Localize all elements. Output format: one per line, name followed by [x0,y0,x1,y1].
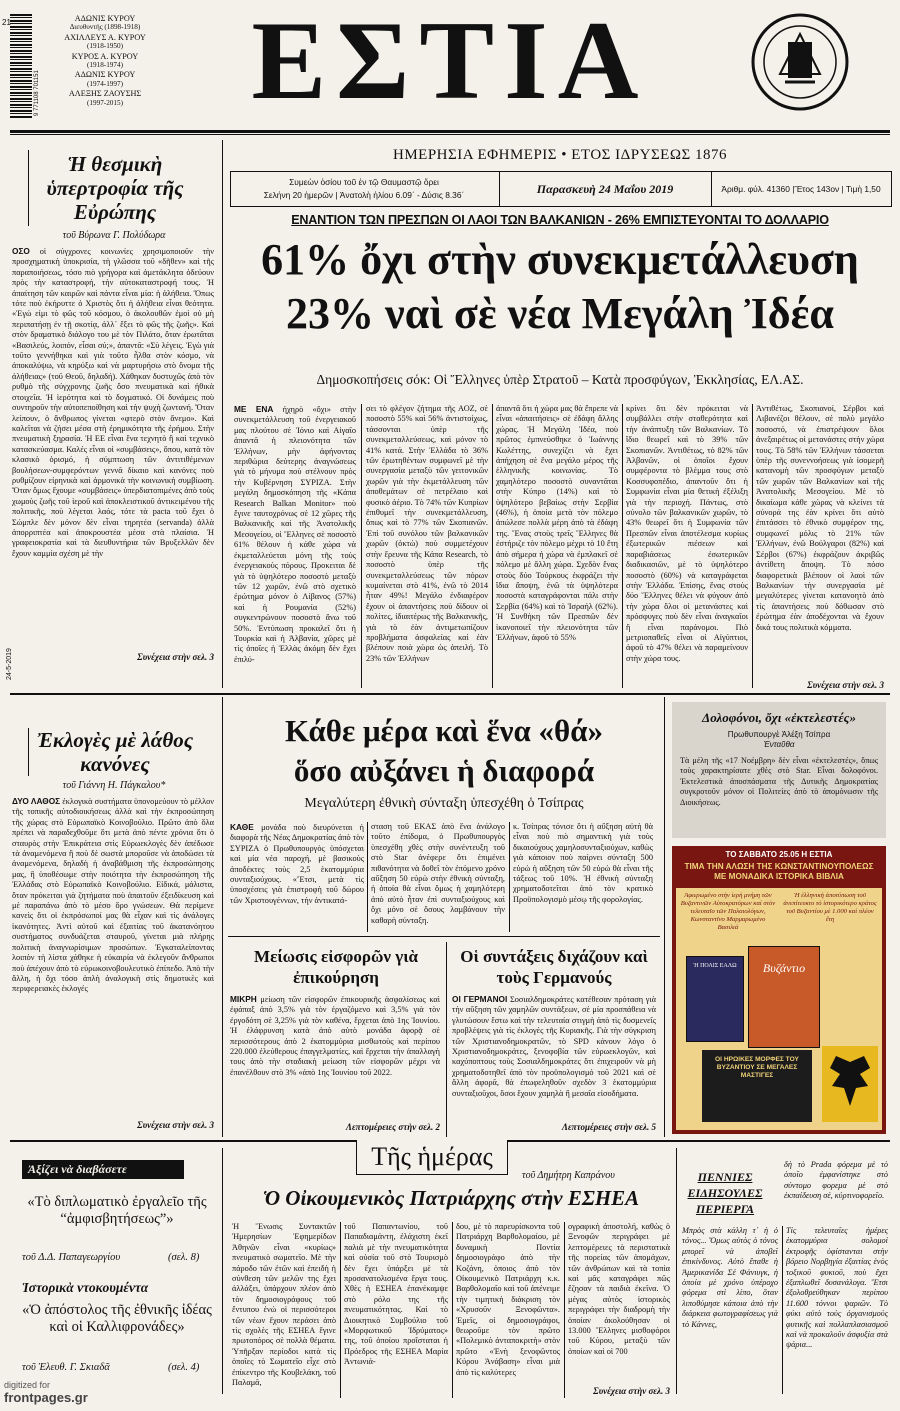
gossip-item-2: Τὶς τελευταῖες ἡμέρες ἑκατομμύρια σολομοὶ ἐκτροφῆς ὑφίστανται στὴν βόρειο Νορβηγία ἐξαιτίας ἑνὸς τοξικοῦ φυκιοῦ, ποὺ ἔχει ἐξαπλωθεῖ δυσανάλογα. Ἔτσι ἐξολοθρεύθηκαν περίπου 11.600 τόννοι ψαριῶν. Τὸ φύκι αὐτὸ τοὺς ὀργανισμοὺς φυτικῆς καὶ πολλαπλασιασμοῦ καὶ νὰ προκαλοῦν ἀσφυξία στὰ ψάρια... [786,1226,888,1350]
column-continue: Συνέχεια στὴν σελ. 3 [593,1386,670,1396]
double-headed-eagle-icon [822,1046,878,1122]
second-headline-1: Κάθε μέρα καὶ ἕνα «θά» [284,713,604,748]
recommend-item1-title: «Τὸ διπλωματικὸ ἐργαλεῖο τῆς “ἀμφισβητήσεως”» [27,1194,207,1227]
left1-continue: Συνέχεια στὴν σελ. 3 [137,652,214,662]
book-cover-2 [748,946,820,1048]
second-col-3: κ. Τσίπρας τόνισε ὅτι ἡ αὔξηση αὐτὴ θὰ εἶναι ποὺ πιὸ σημαντικὴ γιὰ τοὺς δικαιούχους χαμηλοσυνταξιούχων, καθὼς γιὰ κάποιον ποὺ παίρνει σύνταξη 500 εὐρὼ ἡ αὔξηση τῶν 50 εὐρὼ θὰ εἶναι τῆς τάξεως τοῦ 10%. Ἡ ἐθνικὴ σύνταξη χρηματοδοτεῖται ἀπὸ τὸν κρατικὸ Προϋπολογισμὸ μέσῳ τῆς φορολογίας. [513,822,653,904]
issue-code: 21 [2,18,11,27]
side-date: 24-5-2019 [6,648,13,680]
column-kicker: Τῆς ἡμέρας [356,1140,508,1175]
art4-text: Σοσιαλδημοκράτες κατέθεσαν πρόταση γιὰ τὴν αὔξηση τῶν χαμηλῶν συντάξεων, σὲ μία προσπάθεια νὰ γλυτώσουν ἔστω καὶ τὴν τελευταία στιγμὴ ἀπὸ τὶς δυσμενεῖς προβλέψεις γιὰ τὶς ἐκλογὲς τῆς Κυριακῆς. Γιὰ τὴν σύγκριση τῶν Χριστιανοδημοκρατῶν, τὸ SPD κάνουν λόγο ὁ Χριστιανοδημοκράτες, ξενοφοβία τῶν εὐρωεκλογῶν, καὶ καχύποπτους τοὺς Σοσιαλδημοκράτες ὅτι ἐπιχειροῦν νὰ μὴ χρηματοδοτηθεῖ ἀπὸ τὸν προϋπολογισμό τοῦ 2021 καὶ σὲ ἄλλη ἀφορᾶ, θὰ ἐπωφεληθοῦν σχεδὸν 3 ἑκατομμύρια συνταξιοῦχοι, ὅσοι ἔχουν χαμηλὰ ἢ μεσαῖα εἰσοδήματα. [452,995,656,1098]
column-col-4: ογραφικὴ ἀποστολή, καθὼς ὁ Ξενοφῶν περιγράφει μὲ λεπτομέρειες τὰ περιστατικὰ τῆς πορείας τῶν ἀπομάχων, τῶν ἀνθρώπων καὶ τὰ τοπία καὶ μᾶς καταγράφει πῶς ἔζησαν τὰ παιδιὰ ἐκεῖνα. Ὁ μέγας αὐτὸς ἱστορικὸς περιγράφει τὴν διαδρομὴ τὴν ὁποίαν ἀκολούθησαν οἱ 13.000 Ἕλληνες μισθοφόροι τοῦ Κύρου, μεταξὺ τῶν ὁποίων καὶ οἱ 700 [568,1222,670,1356]
ad-left-text: Ἀφιερωμένο στὴν ἱερὴ μνήμη τῶν Βυζαντινῶν Αὐτοκρατόρων καὶ στὸν τελευταῖο τῶν Παλαιολόγων, Κωνσταντῖνο Μαρμαρωμένο Βασιλιά [680,892,776,931]
left2-continue: Συνέχεια στὴν σελ. 3 [137,1120,214,1130]
lead-continue: Συνέχεια στὴν σελ. 3 [807,680,884,690]
footer-site[interactable]: frontpages.gr [4,1390,88,1405]
founder-years: (1918-1950) [87,42,123,51]
gossip-header-2: ΕΙΔΗΣΟΥΛΕΣ [687,1186,763,1200]
almanac-box [230,171,892,207]
left2-byline: τοῦ Γιάννη Η. Πάγκαλου* [62,780,166,791]
book1-title: Ἡ ΠΟΛΙΣ ΕΑΛΩ [693,963,737,969]
masthead-title: ΕΣΤΙΑ [251,0,649,123]
art3-lead: ΜΙΚΡΗ [230,994,257,1004]
founder-name: ΑΛΕΞΗΣ ΖΑΟΥΣΗΣ [68,89,142,99]
art3-title: Μείωσις εἰσφορῶν γιὰ ἐπικούρηση [254,947,418,987]
left1-text: οἱ σύγχρονες κοινωνίες χρησιμοποιοῦν τὴν προσχηματικὴ ὑποκρισία, τὴ γλῶσσα τοῦ «δῆθεν» καὶ τῆς παραποιήσεως, τόσο πιὸ γρήγορα καὶ ἀμετάκλητα ὁδεύουν πρὸς τὴν καταστροφή, τὴν αὐτοκαταστροφή τους. Ἡ ἀπαίτηση τῶν καιρῶν καὶ πάντα εἶναι μία: ἡ ἀλήθεια. Ὅπως τότε ποὺ ἐκήρυττε ὁ Χριστὸς ὅτι ἡ ἀλήθεια εἶναι θεότητα. «Ἐγώ εἰμι τὸ φῶς τοῦ κόσμου, ὁ ἀκολουθῶν ἐμοὶ οὐ μὴ περιπατήσῃ ἐν τῇ σκοτίᾳ, ἀλλ᾽ ἕξει τὸ φῶς τῆς ζωῆς». Καὶ στὸν δραματικὸ διάλογο του μὲ τὸν Πιλάτο, ὅταν ἐρωτᾶται «Βασιλεύς, λοιπόν, εἶσαι σύ;», ἀπαντᾶ: «Σὺ λέγεις. Ἐγὼ γιὰ τοῦτο γεννήθηκα καὶ γιὰ τοῦτο ἦλθα στὸν κόσμο, νὰ ἀποκαλύψω, νὰ κηρύξω καὶ νὰ μαρτυρήσω στὸ ὄνομα τῆς ἀλήθειας» (τοῦ Θεοῦ, δηλαδή). Χάθηκαν δυστυχῶς ἀπὸ τὸν ρυθμὸ τῆς σύγχρονης ζωῆς ὅσο πνευματικὰ καὶ ἠθικὰ στοιχεῖα. Ἡ ἱερότητα καὶ τὸ δογματικό. Οἱ δυνάμεις ποὺ συντηροῦν τὴν αὐτοπεποίθηση καὶ τὴν ψυχὴ ζωντανή. Ὅταν λείπουν, ὁ ἄνθρωπος γίνεται «φτερὸ στὸν ἄνεμο». Καὶ καλεῖται νὰ ζήσει μέσα στὴ ἐρημικότητα τῆς ἐρήμου. Στὴν πνευματικὴ ξηρασία. Ἡ ΕΕ εἶναι ἕνα τεχνητὸ ἢ καὶ τεχνικὸ κατασκεύασμα. Καλές εἶναι οἱ «συμβάσεις», ὅπου, κατὰ τὸν κλασικὸ ὁρισμό, ἡ σύμπτωση τῶν ἀντιτιθέμενων βουλήσεων-συμφερόντων γεννᾶ δίκαιο καὶ κανόνες ποὺ ρυθμίζουν εἰρηνικὰ καὶ ἁρμονικὰ τὴν κοινωνικὴ συμβίωση. Ὅταν ὅμως ἔχουμε «συμβάσεις» ὑπερδιατοπιμένες ἀπὸ τοὺς χωμοὺς ζωῆς τοῦ ἱεροῦ καὶ ἀποκλειστικοῦ ἀντικειμένου τῆς πολιτικῆς, ποὺ λέγεται λαός, τότε τὰ pacta τοῦ ἔχει ὁ Σώμπλε δὲν μόνον δὲν εἶναι τηρητέα (servanda) ἀλλὰ ἀπορριπτέα καὶ ἀποκρουστέα μέσα στὰ πλαίσια. Ἡ γραφειοκρατία καὶ τὰ διευθυντήρια τῶν Βρυξελλῶν δὲν ἔχουν καμμία σχέση μὲ τὴν [12,247,214,558]
column-col-2: τοῦ Παπαντωνίου, τοῦ Παπαδιαμάντη, ἐλάχιστη ἐκεῖ παλιὰ μὲ τὴν πνευματικότητα καὶ οὐσία τοῦ στὸ Τουρισμὸ δὲν ἔχει ὑπάρξει μὲ τὰ προσανατολισμένα ἔργα τους. Χθὲς ἡ ΕΣΗΕΑ ἐπανέκαμψε στὸ ρόλο της τῆς πνευματικότητας. Καὶ τὸ Διοικητικὸ Συμβούλιο τοῦ «Μορφωτικοῦ Ἱδρύματος» της, τοῦ ὁποίου προΐσταται ἡ Πρόεδρος τῆς ΕΣΗΕΑ Μαρία Ἀντωνιά- [344,1222,448,1367]
second-col-2: σταση τοῦ ΕΚΑΣ ἀπὸ ἕνα ἀνάλογο τοῦτο ἐπίδομα, ὁ Πρωθυπουργὸς ὑπεσχέθη χθὲς στὴν συνέντευξη τοῦ στὸ Star ἀνέφερε ὅτι ἐπιμένει πιθανότητα νὰ δοθεῖ τὸν ἐπόμενο χρόνο αὔξηση 50 εὐρὼ στὴν ἐθνικὴ σύνταξη, ἡ ὁποία θὰ εἶναι ὅμως ἡ χαμηλότερη ἀπὸ αὐτὸ ἦταν ἐπὶ συνταξιούχους καὶ ὄχι μόνο σὲ ὅσους λαμβάνουν τὴν καθαρὴ σύνταξη. [371,822,505,925]
lead-col1-text: ἠχηρὸ «ὄχι» στὴν συνεκμετάλλευση τοῦ ἐνεργειακοῦ μας πλούτου σὲ Ἰόνιο καὶ Αἰγαῖο ἀπαντᾶ ἡ πλειονότητα τῶν Ἑλλήνων, μὴν ἀφήνοντας περιθώρια δεύτερης ἀναγνώσεως γιὰ τὸ μήνυμα ποὺ στέλνουν πρὸς τὴν Κυβέρνηση ΣΥΡΙΖΑ. Στὴν μεγάλη δημοσκόπηση τῆς «Kάπα Research Balkan Monitor» ποὺ ἔγινε ταυτοχρόνως σὲ 12 χῶρες τῆς Βαλκανικῆς καὶ τῆς Ἀνατολικῆς Μεσογείου, οἱ Ἕλληνες σὲ ποσοστὸ 61% θέλουν ἡ κάθε χώρα νὰ ἐκμεταλλεύεται μόνη τῆς τοὺς ἐνεργειακοὺς πόρους. Προκειται δὲ γιὰ τὸ ὑψηλότερο ποσοστὸ μεταξὺ τῶν 12 χωρῶν, ἐνῶ στὸ σχετικὸ ἐρώτημα μόνον ὁ Λίβανος (57%) καὶ ἡ Ρουμανία (52%) συγκεντρώνουν ποσοστὸ ἄνω τοῦ 50%. Ἐντύπωση προκαλεῖ ὅτι ἡ Τουρκία καὶ ἡ Ἀλβανία, χῶρες μὲ τὶς ὁποῖες ἡ Ἑλλὰς ἀκόμη δὲν ἔχει ἐπιλύ- [234,405,356,664]
masthead-subtitle: ΗΜΕΡΗΣΙΑ ΕΦΗΜΕΡΙΣ • ΕΤΟΣ ΙΔΡΥΣΕΩΣ 1876 [393,147,727,163]
recommend-item2-byline: τοῦ Ἐλευθ. Γ. Σκιαδᾶ [22,1362,110,1373]
art3-text: μείωση τῶν εἰσφορῶν ἐπικουρικῆς ἀσφαλίσεως καὶ ἐφάπαξ ἀπὸ 3,5% γιὰ τὸν ἐργαζόμενο καὶ 3,5% γιὰ τὸν ἐργοδότη σὲ 3,25% γιὰ τὸν καθένα, ἔρχεται ἀπὸ 1ης Ἰουνίου. Ἡ ἐλάφρυνση κατὰ ἀπὸ αὐτὸ μονάδα ἀφορᾷ σὲ περισσότερους ἀπὸ 2 ἑκατομμύρια μισθωτοὺς καὶ περίπου 220.000 ἐλεύθερους ἐπαγγελματίες, καὶ ἔρχεται τὴν ἀπαλλαγὴ τους ἀπὸ τὴν σταδιακὴ μείωση τῶν εἰσφορῶν μέχρι νὰ ἐπανέλθουν στὸ 3% «ἀπὸ 1ης Ἰουνίου τοῦ 2022. [230,995,440,1077]
lead-col-3: ἀπαντᾶ ὅτι ἡ χώρα μας θὰ ἔπρεπε νὰ εἶναι «ἀπαιτήσεις» σὲ ἐδάφη ἄλλης χώρας. Ἡ Μεγάλη Ἰδέα, ποὺ πρῶτος ἐμπνεύσθηκε ὁ Ἰωάννης Κωλέττης, συνεχίζει νὰ ἔχει ἀπήχηση σὲ ἕνα μεγάλο μέρος τῆς ἑλληνικῆς κοινωνίας. Τὸ χαμηλότερο ποσοστὸ συναντᾶται στὴν Κύπρο (14%) καὶ τὸ ὑψηλότερο βεβαίως στὴν Σερβία (46%), ἡ ὁποία μετὰ τὸν πόλεμο ἀπώλεσε πολλὰ μέρη ἀπὸ τὰ ἐδάφη της. Ἕνας στοὺς τρεῖς Ἕλληνες θὰ ἐστήριζε τὸν πόλεμο μέχρι τὸ 10 ἔτη ἀπὸ σήμερα ἡ χώρα νὰ ἐμπλακεῖ σὲ πόλεμο μὲ ἄλλη χώρα. Σχεδὸν ἕνας στοὺς δύο Τούρκους ἐκφράζει τὴν ἴδια ἄποψη, ἐνῶ τὰ ὑψηλότερα ποσοστὰ καταγράφονται πάλι στὴν Σερβία (64%) καὶ τὸ Ἰσραήλ (62%). Ἡ Συνθήκη τῶν Πρεσπῶν δὲν ἱκανοποιεῖ τὴν πλειονότητα τῶν Ἑλλήνων, ἀφοῦ τὸ 55% [496,404,618,642]
column-title: Ὁ Οἰκουμενικὸς Πατριάρχης στὴν ΕΣΗΕΑ [262,1186,640,1210]
almanac-line2: Σελήνη 20 ἡμερῶν | Ἀνατολὴ ἡλίου 6.09΄ - Δύσις 8.36΄ [263,190,465,200]
recommend-header: Ἀξίζει νὰ διαβάσετε [22,1160,184,1179]
art4-lead: ΟΙ ΓΕΡΜΑΝΟΙ [452,994,508,1004]
lead-col-5: Ἀντιθέτως, Σκοπιανοί, Σέρβοι καὶ Λιβανέζοι θέλουν, σὲ πολὺ μεγάλο ποσοστό, νὰ ἐπιστρέψουν ὅλοι ἀνεξαιρέτως οἱ μετανάστες στὴν χώρα τους. Τὸ 58% τῶν Ἑλλήνων τάσσεται ὑπὲρ τῆς συνεννοήσεως γιὰ ἰσομερῆ κατανομὴ τῶν προσφύγων μεταξὺ τῶν χωρῶν τῶν Βαλκανίων καὶ τῆς Ἀνατολικῆς Μεσογείου. Μὲ τὸ δικαίωμα κάθε χώρας νὰ κλείνει τὰ σύνορά της ἐὰν κρίνει ὅτι αὐτὸ ἐπιτάσσει τὸ ἐθνικὸ συμφέρον της, συμφωνεῖ μόλις τὸ 21% τῶν Ἑλλήνων, ἐνῶ Βούλγαροι (82%) καὶ Σέρβοι (67%) ἐκφράζουν ἀκριβῶς ἀντίθετη ἄποψη. Τὸ πόσο διαφορετικὰ βλέπουν οἱ λαοὶ τῶν Βαλκανίων τὴν συνεργασία μὲ μεγαλύτερες γίνεται κατανοητὸ ἀπὸ τὶς ἀπαντήσεις ποὺ δόθωσαν στὸ ἐρώτημα ἐὰν ἀποδέχονται νὰ ἔχουν δικά τους πολιτικὰ κόμματα. [756,404,884,632]
art4-title: Οἱ συντάξεις διχάζουν καὶ τοὺς Γερμανούς [460,947,648,987]
issue-date: Παρασκευὴ 24 Μαΐου 2019 [536,182,674,196]
gossip-header-3: ΠΕΡΙΕΡΓΑ [695,1202,755,1216]
lead-deck: Δημοσκοπήσεις σόκ: Οἱ Ἕλληνες ὑπὲρ Στρατοῦ – Κατὰ προσφύγων, Ἐκκλησίας, ΕΛ.ΑΣ. [316,372,804,387]
art3-body [230,994,440,1120]
barcode-number: 9 771108 701151 [34,70,40,116]
second-lead: ΚΑΘΕ [230,822,254,832]
column-byline: τοῦ Δημήτρη Καπράνου [522,1170,615,1181]
box-body: Τὰ μέλη τῆς «17 Νοέμβρη» δὲν εἶναι «ἐκτελεστές», ὅπως τοὺς χαρακτηρίσατε χθὲς στὸ Star. Εἶναι δολοφόνοι. Ἐκτελεστικὰ ἀποσπάσματα τῆς Δυτικῆς Δημοκρατίας συγκροτοῦν μόνον οἱ Πολιτείες ἀπὸ τὸ ἀπομόνωσιν τῆς Διοικήσεως. [680,756,878,807]
lead-col-2: σει τὸ φλέγον ζήτημα τῆς ΑΟΖ, σὲ ποσοστὸ 55% καὶ 56% ἀντιστοίχως, τάσσονται ὑπὲρ τῆς συνεκμεταλλεύσεως, καὶ μόνον τὸ 41% κατά. Στὴν Ἑλλάδα τὸ 36% τῶν ἐρωτηθέντων συμφωνεῖ μὲ τὴν συνεργασία μεταξὺ τῶν γειτονικῶν χωρῶν γιὰ τὴν ἐκμετάλλευση τῶν ἀποθεμάτων σὲ πετρέλαιο καὶ φυσικὸ ἀέριο. Τὸ 74% τῶν Κυπρίων ἐπιθυμεῖ τὴν συνεκμετάλλευση, ὅπως καὶ τὸ 77% τῶν Σκοπιανῶν. Ἐπὶ τοῦ συνόλου τῶν βαλκανικῶν χωρῶν (ὀκτὼ) ποὺ συμμετέχουν στὴν ἔρευνα τῆς Κάπα Research, τὸ ποσοστὸ ὑπὲρ τῆς συνεκμεταλλεύσεως τῶν πόρων κυμαίνεται στὸ 41%, ἐνῶ τὸ 2014 ἦταν 49%! Μεγάλο ἐνδιαφέρον ἔχουν οἱ ἀπαντήσεις ποὺ δίδουν οἱ πολίτες, ἰδιαιτέρως τῆς Βαλκανικῆς, γιὰ τὸ ἐὰν ἀντιμετωπίζουν προβλήματα ἀσφαλείας καὶ ἐὰν βλέπουν ποιὰ χώρα ὡς ἀπειλή. Τὸ 23% τῶν Ἑλλήνων [366,404,488,663]
column-col-3: δου, μὲ τὸ παρευρίσκοντα τοῦ Πατριάρχη Βαρθολομαίου, μὲ δυναμικὴ Ποντία δημοσιογράφο ἀπὸ τὴν Κοζάνη, ὁποιος ἀπὸ τὸν Οἰκουμενικὸ Πατριάρχη κ.κ. Βαρθολομαῖο καὶ τοῦ ἀπένειμε τὴν τιμητικὴ διάκριση τὸν «Χρυσοῦν Ξενοφῶντα». Ἐμεῖς, οἱ δημοσιογράφοι, θεωροῦμε τὸν πρῶτο «Πολεμικὸ ἀνταποκριτὴ» στὸν πρῶτο «Ἐνὴ ξενοφῶντος Κύρου Ἀνάβαση» εἶναι μιὰ ἀπὸ τὶς καλύτερες [456,1222,560,1377]
second-deck: Μεγαλύτερη ἐθνικὴ σύνταξη ὑπεσχέθη ὁ Τσίπρας [304,796,584,811]
recommend-item2-title: «Ὁ ἀπόστολος τῆς ἐθνικῆς ἰδέας καὶ οἱ Καλλιφρονάδες» [22,1302,212,1335]
left2-lead: ΔΥΟ ΛΑΘΟΣ [12,796,61,806]
lead-col-1 [234,404,356,690]
left2-body [12,796,214,1116]
recommend-item2-page: (σελ. 4) [168,1362,200,1373]
gossip-header-1: ΠΕΝΝΙΕΣ [697,1170,753,1184]
issue-info: Ἀριθμ. φύλ. 41360 |Ἔτος 143ον | Τιμὴ 1,50 [721,184,881,194]
second-col-1 [230,822,364,932]
founder-years: (1997-2015) [87,98,123,107]
founder-name: ΚΥΡΟΣ Α. ΚΥΡΟΥ [71,51,139,61]
almanac-line1: Συμεὼν ὁσίου τοῦ ἐν τῷ Θαυμαστῷ ὄρει [289,177,439,187]
recommend-item1-page: (σελ. 8) [168,1252,200,1263]
founder-years: (1974-1997) [87,79,123,88]
gossip-top-text: δὴ τὸ Prada φόρεμα μὲ τὸ ὁποῖο ἐμφανίστηκε στὸ σύντομο φορεμα μὲ στὸ ἐκπαίδευση σέ, κύρτινοφορεῖο. [784,1160,888,1201]
seal-logo [750,12,850,112]
barcode [10,14,32,118]
box-subtitle-2: Ἐνταῦθα [763,740,795,749]
left1-lead: ΟΣΟ [12,246,30,256]
left2-text: ἐκλογικὰ συστήματα ὑπονομεύουν τὸ μέλλον τῆς τοπικῆς αὐτοδιοικήσεως ἀλλὰ καὶ τὴν ἐκπροσώπηση τῆς χώρας στὸ Εὐρωπαϊκὸ Κοινοβούλιο. Πρῶτο ἀπὸ ὅλα πρέπει νὰ παραδεχθοῦμε ὅτι μετὰ ἀπὸ πέντε χρόνια ὅτι ὁ σταυρὸς στὴν Ἐπικράτεια στὶς Εὐρωεκλογὲς δὲν ἀπέδωσε τὰ ἀναμενόμενα ἢ ποὺ δὲ σωστὰ μποροῦσε νὰ ἀποδώσει τὰ ἀναμενόμενα, δηλαδὴ ἡ ἀναβάθμιση τῆς ἐκπροσώπησης μας, ἢ ὑποθέσωμε στὴν ποιότητα τὴν ἐκπροσώπηση τῆς Ἑλλάδας στὸ Εὐρωπαϊκὸ Κοινοβούλιο. Εἰδικά, μάλιστα, ὅταν πρόκειται γιὰ ζητήματα ποὺ ἀπαιτοῦν ἐξειδίκευση καὶ μὲ παραπάνω ἀπὸ τὸ μέσο ὅρο γνώσεων. Θὰ περίμενε κανεὶς ὅτι οἱ ἐκπρόσωποί μας θὰ εἶχαν καὶ τὶς ἀνάλογες ἱκανότητες. Ἀντὶ αὐτοῦ καὶ ἐξαιτίας τοῦ ἀκατανόητου συστήματος συνδυάζεται σταυροῦ, γίνεται μιὰ πλήρης πολιτικὴ ἀναγνωρίσιμων προσώπων. Ἐγκαταλείποντας λοιπὸν τὴ λίστα χάθηκε ἡ εὐκαιρία νὰ ἐκλεγοῦν ἄνθρωποι ποὺ ἀπέχουν ἀπὸ τὸ εὐρωκοινοβουλευτικὸ ἐπίπεδο. Ἀπὸ τὴν ἄλλη, ἡ ὅχι τόσο ἁπλὴ ἀναλογικὴ στὶς δημοτικὲς καὶ περιφερειακὲς ἐκλογές [12,797,214,994]
founder-name: ΑΧΙΛΛΕΥΣ Α. ΚΥΡΟΥ [64,32,146,42]
founders-list [46,14,164,108]
left1-body [12,246,214,650]
art4-continue: Λεπτομέρειες στὴν σελ. 5 [561,1122,656,1132]
second-headline-2: ὅσο αὐξάνει ἡ διαφορά [293,753,595,788]
left1-title: Ἡ θεσμικὴ ὑπερτροφία τῆς Εὐρώπης [46,152,184,224]
left1-byline: τοῦ Βύρωνα Γ. Πολύδωρα [62,230,166,241]
recommend-item2-header: Ἱστορικὰ ντοκουμέντα [22,1280,149,1295]
box-title: Δολοφόνοι, ὄχι «ἐκτελεστές» [702,710,856,725]
column-col-1: Ἡ Ἕνωσις Συντακτῶν Ἡμερησίων Ἐφημερίδων Ἀθηνῶν εἶναι «κυρίως» πνευματικὸ σωματεῖο. Μὲ τὴν πάροδο τῶν ἐτῶν καὶ ἐπειδὴ ἡ σύνθεση τῶν μελῶν της ἔχει ἀλλάξει, ὑπάρχουν πλέον ἀπὸ τὸν δημοσιογράφους τοῦ ἔντυπου ἐνώ οἱ περισσότεροι τῶν νέων ἔχουν περάσει ἀπὸ τὶς σχολὲς τῆς ΕΣΗΕΑ ἔγινε πρωτοπόρος σὲ πολλὰ θέματα. Ὑπῆρξαν περίοδοι κατὰ τὶς ὁποῖες τὸ Σωματεῖο εἶχε στὸ ἐπίκεντρο τῆς Κουβελάκη, τοῦ Παλαμᾶ, [232,1222,336,1388]
ad-right-text: Ἡ ἑλληνικὴ ἀποτύπωση τοῦ ἀνεπίτευκτο τὸ ἰστορικότερο κράτος τοῦ Βυζαντίου μὲ 1.000 καὶ πλέον ἔτη [783,892,877,923]
editorial-box [672,702,886,838]
book2-title: Βυζάντιο [762,961,806,975]
founder-years: Διευθυντής (1898-1918) [69,23,141,32]
lead-headline-1: 61% ὄχι στὴν συνεκμετάλλευση [261,235,859,284]
book3-title: ΟΙ ΗΡΩΙΚΕΣ ΜΟΡΦΕΣ ΤΟΥ ΒΥΖΑΝΤΙΟΥ ΣΕ ΜΕΓΑΛΕΣ ΜΑΣΤΙΓΕΣ [715,1056,799,1079]
ad-top: ΤΟ ΣΑΒΒΑΤΟ 25.05 Η ΕΣΤΙΑ [725,850,833,859]
recommend-item1-byline: τοῦ Δ.Δ. Παπαγεωργίου [22,1252,121,1263]
lead-kicker: ΕΝΑΝΤΙΟΝ ΤΩΝ ΠΡΕΣΠΩΝ ΟΙ ΛΑΟΙ ΤΩΝ ΒΑΛΚΑΝΙΩΝ - 26% ΕΜΠΙΣΤΕΥΟΝΤΑΙ ΤΟ ΔΟΛΛΑΡΙΟ [291,213,829,227]
box-subtitle: Πρωθυπουργὲ Ἀλέξη Τσίπρα [727,730,831,739]
footer-digitized: digitized for [4,1380,51,1390]
gossip-item-1: Μπρὸς στὰ κάλλη τ᾽ ἡ ὁ τόνος... Ὅμως αὐτὸς ὁ τόνος μπορεῖ νὰ ἀποβεῖ ἐπικίνδυνος. Αὐτὸ ἔπαθε ἡ Ἀμερικανίδα Σέ Φάνιυγκ, ἡ ὁποία μὲ χρόνο ὑπέροχο φόρεμα στὶ λίπο, ὅταν λιποθύμησε κάποια ἀπὸ τὴν διάρκεια φωτογραφίσεως γιὰ τὸ Κάννες, [682,1226,778,1329]
second-col1-text: μονάδα ποὺ διευρύνεται ἡ διαφορὰ τῆς Νέας Δημοκρατίας ἀπὸ τὸν ΣΥΡΙΖΑ ὁ Πρωθυπουργὸς ὑπόσχεται καὶ μία νέα παροχή, μὲ βασικοὺς ἀποδέκτες τοὺς 2,5 ἑκατομμύρια συνταξιούχους. «Ἔτσι, μετὰ τὶς ὑποσχέσεις γιὰ ἐπιστροφὴ τοῦ δώρου τῶν Χριστουγέννων, τὴν ἀντικατά- [230,823,364,905]
founder-name: ΑΔΩΝΙΣ ΚΥΡΟΥ [74,70,136,80]
lead-headline-2: 23% ναὶ σὲ νέα Μεγάλη Ἰδέα [286,289,834,338]
left2-title: Ἐκλογὲς μὲ λάθος κανόνες [36,728,194,776]
ad-headline: ΤΙΜΑ ΤΗΝ ΑΛΩΣΗ ΤΗΣ ΚΩΝΣΤΑΝΤΙΝΟΥΠΟΛΕΩΣ ΜΕ ΜΟΝΑΔΙΚΑ ΙΣΤΟΡΙΚΑ ΒΙΒΛΙΑ [684,862,874,881]
book-cover-1 [686,956,744,1042]
founder-name: ΑΔΩΝΙΣ ΚΥΡΟΥ [74,14,136,23]
founder-years: (1918-1974) [87,61,123,70]
art4-body [452,994,656,1120]
lead-col-4: κρίνει ὅτι δὲν πρόκειται νὰ συμβάλλει στὴν σταθερότητα καὶ τὴν ἀνάπτυξη τῶν Βαλκανίων. Τὸ ἴδιο θεωρεῖ καὶ τὸ 39% τῶν Σκοπιανῶν. Ἀντιθέτως, τὸ 82% τῶν Ἀλβανῶν, οἱ ὁποῖοι ἔχουν συμφέροντα τὸ βλέμμα τους στὸ Κοσσυφοπέδιο, ἀπαντοῦν ὅτι ἡ Συμφωνία εἶναι μία θετικὴ ἐξέλιξη γιὰ τὴν περιοχή. Πάντως, στὸ σύνολο τῶν βαλκανικῶν χωρῶν, τὸ 43% θεωρεῖ ὅτι ἡ Συμφωνία τῶν Πρεσπῶν εἶναι ἀποτέλεσμα κυρίως ἐξωτερικῶν πιέσεων καὶ παραβιάσεως ἐσωτερικῶν διαδικασιῶν, μὲ τὸ ὑψηλότερο ποσοστὸ (60%) νὰ καταγράφεται στὴν Ἑλλάδα. Ἐπίσης, ἕνας στοὺς δύο Ἕλληνες θέλει νὰ φύγουν ἀπὸ τὴν χώρα ὅλοι οἱ μετανάστες καὶ πρόσφυγες ποὺ δὲν εἶναι ἀναγκαῖοι ἢ εἶναι παράνομοι. Πιὸ μετριοπαθεῖς εἶναι οἱ Αἰγύπτιοι, ἀφοῦ τὸ 47% θέλει νὰ παραμείνουν στὴν χώρα τους. [626,404,748,663]
book-cover-3 [702,1050,812,1122]
art3-continue: Λεπτομέρειες στὴν σελ. 2 [345,1122,440,1132]
book-advertisement[interactable] [672,846,886,1134]
lead-lead: ΜΕ ΕΝΑ [234,404,274,414]
